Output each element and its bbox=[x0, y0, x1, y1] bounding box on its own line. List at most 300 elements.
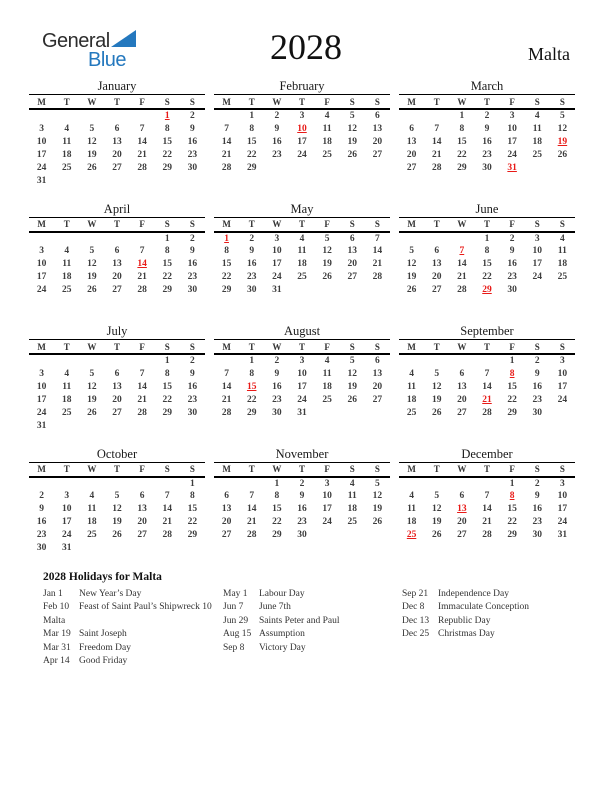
empty-day-cell bbox=[130, 109, 155, 123]
empty-day-cell bbox=[54, 175, 79, 188]
holiday-name: Christmas Day bbox=[438, 629, 495, 640]
day-cell: 19 bbox=[372, 504, 383, 515]
holiday-date: Jun 7 bbox=[223, 602, 244, 613]
week-row bbox=[29, 420, 205, 433]
day-cell: 26 bbox=[87, 407, 97, 418]
day-cell: 27 bbox=[347, 272, 358, 283]
weekday-header: M bbox=[399, 463, 424, 477]
day-cell: 22 bbox=[507, 394, 517, 405]
day-cell: 23 bbox=[246, 272, 257, 283]
weekday-header-row bbox=[214, 340, 390, 354]
week-row bbox=[214, 394, 390, 407]
day-cell: 19 bbox=[87, 272, 97, 283]
day-cell: 16 bbox=[187, 136, 198, 147]
day-cell: 7 bbox=[484, 491, 490, 502]
day-cell: 8 bbox=[249, 368, 255, 379]
weekday-header: W bbox=[449, 95, 474, 109]
month-may bbox=[214, 203, 390, 326]
day-cell: 18 bbox=[61, 394, 72, 405]
day-cell: 2 bbox=[39, 491, 44, 502]
day-cell: 13 bbox=[457, 504, 467, 515]
day-cell: 23 bbox=[187, 394, 198, 405]
day-cell: 11 bbox=[407, 504, 417, 515]
month-days bbox=[399, 232, 575, 298]
day-cell: 21 bbox=[246, 517, 257, 528]
month-march bbox=[399, 80, 575, 203]
day-cell: 28 bbox=[221, 407, 232, 418]
week-row bbox=[29, 529, 205, 542]
day-cell: 24 bbox=[272, 272, 282, 283]
day-cell: 26 bbox=[431, 407, 442, 418]
day-cell: 13 bbox=[347, 246, 358, 257]
day-cell: 25 bbox=[61, 285, 72, 296]
day-cell: 17 bbox=[36, 149, 47, 160]
day-cell: 11 bbox=[347, 491, 357, 502]
day-cell: 6 bbox=[224, 491, 229, 502]
day-cell: 19 bbox=[322, 259, 332, 270]
day-cell: 19 bbox=[557, 136, 568, 147]
day-cell: 26 bbox=[322, 272, 332, 283]
day-cell: 16 bbox=[482, 136, 492, 147]
weekday-header: S bbox=[550, 340, 575, 354]
day-cell: 20 bbox=[112, 272, 122, 283]
day-cell: 11 bbox=[322, 368, 332, 379]
week-row bbox=[29, 162, 205, 175]
week-row bbox=[29, 245, 205, 258]
holiday-entry bbox=[402, 588, 583, 601]
empty-day-cell bbox=[155, 542, 180, 555]
day-cell: 27 bbox=[112, 162, 122, 173]
day-cell: 2 bbox=[190, 111, 195, 121]
day-cell: 7 bbox=[139, 123, 145, 134]
month-days bbox=[29, 477, 205, 555]
week-row bbox=[214, 490, 390, 503]
day-cell: 1 bbox=[509, 356, 515, 366]
day-cell: 14 bbox=[221, 381, 232, 392]
empty-day-cell bbox=[550, 162, 575, 175]
day-cell: 18 bbox=[557, 259, 568, 270]
day-cell: 21 bbox=[482, 394, 492, 405]
day-cell: 20 bbox=[137, 517, 147, 528]
day-cell: 11 bbox=[62, 381, 72, 392]
weekday-header: T bbox=[104, 95, 129, 109]
day-cell: 7 bbox=[164, 491, 170, 502]
day-cell: 20 bbox=[372, 136, 383, 147]
empty-day-cell bbox=[340, 162, 365, 175]
day-cell: 20 bbox=[221, 517, 232, 528]
weekday-header: W bbox=[79, 218, 104, 232]
empty-day-cell bbox=[79, 175, 104, 188]
weekday-header: S bbox=[180, 463, 205, 477]
calendar-grid bbox=[29, 80, 575, 570]
day-cell: 11 bbox=[557, 246, 567, 257]
week-row bbox=[29, 381, 205, 394]
holiday-entry bbox=[402, 601, 583, 614]
day-cell: 23 bbox=[507, 272, 517, 283]
week-row bbox=[214, 381, 390, 394]
week-row bbox=[399, 284, 575, 297]
day-cell: 6 bbox=[375, 356, 380, 366]
weekday-header: S bbox=[365, 218, 390, 232]
day-cell: 5 bbox=[114, 491, 120, 502]
week-row bbox=[399, 490, 575, 503]
week-row bbox=[29, 407, 205, 420]
day-cell: 3 bbox=[274, 233, 280, 244]
day-cell: 18 bbox=[347, 504, 358, 515]
day-cell: 31 bbox=[557, 530, 568, 541]
day-cell: 13 bbox=[112, 136, 122, 147]
weekday-header: T bbox=[424, 463, 449, 477]
day-cell: 30 bbox=[532, 530, 543, 541]
month-title: November bbox=[214, 448, 390, 463]
empty-day-cell bbox=[474, 354, 499, 368]
week-row bbox=[29, 368, 205, 381]
empty-day-cell bbox=[104, 477, 129, 491]
day-cell: 19 bbox=[87, 394, 97, 405]
weekday-header: F bbox=[130, 463, 155, 477]
holiday-date: Mar 19 bbox=[43, 629, 71, 640]
empty-day-cell bbox=[155, 477, 180, 491]
day-cell: 12 bbox=[87, 136, 97, 147]
empty-day-cell bbox=[365, 529, 390, 542]
day-cell: 2 bbox=[274, 356, 280, 366]
day-cell: 13 bbox=[372, 368, 383, 379]
weekday-header: M bbox=[399, 95, 424, 109]
month-table bbox=[214, 95, 390, 175]
month-title: April bbox=[29, 203, 205, 218]
day-cell: 9 bbox=[274, 368, 280, 379]
weekday-header: W bbox=[79, 95, 104, 109]
day-cell: 27 bbox=[221, 530, 232, 541]
day-cell: 5 bbox=[324, 233, 330, 244]
day-cell: 23 bbox=[297, 517, 307, 528]
month-title: May bbox=[214, 203, 390, 218]
holiday-date: Dec 13 bbox=[402, 615, 430, 626]
holiday-date: Dec 8 bbox=[402, 602, 425, 613]
empty-day-cell bbox=[79, 477, 104, 491]
day-cell: 28 bbox=[137, 407, 147, 418]
day-cell: 18 bbox=[406, 517, 417, 528]
day-cell: 24 bbox=[61, 530, 72, 541]
weekday-header: T bbox=[104, 340, 129, 354]
day-cell: 16 bbox=[187, 259, 198, 270]
day-cell: 30 bbox=[297, 530, 307, 541]
day-cell: 27 bbox=[457, 407, 467, 418]
day-cell: 10 bbox=[557, 368, 568, 379]
day-cell: 4 bbox=[560, 233, 565, 244]
month-days bbox=[29, 232, 205, 298]
holiday-entry bbox=[402, 628, 583, 641]
month-table bbox=[214, 340, 390, 420]
day-cell: 11 bbox=[322, 123, 332, 134]
empty-day-cell bbox=[29, 477, 54, 491]
week-row bbox=[399, 232, 575, 246]
day-cell: 22 bbox=[162, 149, 173, 160]
empty-day-cell bbox=[449, 354, 474, 368]
month-february bbox=[214, 80, 390, 203]
day-cell: 6 bbox=[459, 368, 465, 379]
empty-day-cell bbox=[315, 284, 340, 297]
month-days bbox=[399, 477, 575, 543]
day-cell: 14 bbox=[137, 259, 147, 270]
empty-day-cell bbox=[214, 354, 239, 368]
day-cell: 14 bbox=[431, 136, 442, 147]
day-cell: 17 bbox=[532, 259, 543, 270]
weekday-header: F bbox=[315, 218, 340, 232]
weekday-header: S bbox=[155, 340, 180, 354]
holiday-date: Apr 14 bbox=[43, 656, 70, 667]
weekday-header: T bbox=[474, 463, 499, 477]
day-cell: 31 bbox=[272, 285, 282, 296]
empty-day-cell bbox=[449, 477, 474, 491]
weekday-header: S bbox=[525, 340, 550, 354]
day-cell: 29 bbox=[507, 407, 517, 418]
empty-day-cell bbox=[239, 477, 264, 491]
empty-day-cell bbox=[79, 420, 104, 433]
day-cell: 3 bbox=[534, 233, 540, 244]
day-cell: 3 bbox=[39, 123, 44, 134]
day-cell: 5 bbox=[89, 368, 95, 379]
day-cell: 23 bbox=[272, 394, 282, 405]
empty-day-cell bbox=[130, 420, 155, 433]
day-cell: 6 bbox=[349, 233, 355, 244]
weekday-header: F bbox=[500, 218, 525, 232]
month-september bbox=[399, 325, 575, 448]
day-cell: 29 bbox=[162, 285, 173, 296]
empty-day-cell bbox=[155, 175, 180, 188]
day-cell: 27 bbox=[137, 530, 147, 541]
day-cell: 21 bbox=[482, 517, 492, 528]
day-cell: 17 bbox=[322, 504, 332, 515]
weekday-header: F bbox=[500, 95, 525, 109]
month-title: December bbox=[399, 448, 575, 463]
month-days bbox=[29, 354, 205, 432]
month-table bbox=[399, 95, 575, 175]
day-cell: 9 bbox=[484, 123, 490, 134]
week-row bbox=[399, 258, 575, 271]
empty-day-cell bbox=[104, 354, 129, 368]
day-cell: 3 bbox=[39, 368, 44, 379]
day-cell: 2 bbox=[534, 356, 540, 366]
empty-day-cell bbox=[54, 420, 79, 433]
empty-day-cell bbox=[130, 542, 155, 555]
holiday-entry bbox=[402, 615, 583, 628]
day-cell: 8 bbox=[509, 491, 515, 502]
day-cell: 19 bbox=[347, 136, 358, 147]
holiday-entry bbox=[43, 601, 223, 628]
day-cell: 21 bbox=[137, 394, 147, 405]
weekday-header: S bbox=[365, 95, 390, 109]
weekday-header: M bbox=[399, 340, 424, 354]
day-cell: 25 bbox=[61, 407, 72, 418]
day-cell: 12 bbox=[347, 123, 358, 134]
month-days bbox=[399, 354, 575, 420]
day-cell: 4 bbox=[64, 123, 70, 134]
month-days bbox=[214, 354, 390, 420]
day-cell: 7 bbox=[139, 368, 145, 379]
day-cell: 19 bbox=[347, 381, 358, 392]
day-cell: 9 bbox=[190, 246, 195, 257]
day-cell: 25 bbox=[87, 530, 97, 541]
empty-day-cell bbox=[365, 284, 390, 297]
day-cell: 14 bbox=[482, 504, 492, 515]
day-cell: 12 bbox=[557, 123, 568, 134]
day-cell: 29 bbox=[187, 530, 198, 541]
day-cell: 18 bbox=[61, 272, 72, 283]
day-cell: 12 bbox=[347, 368, 358, 379]
day-cell: 17 bbox=[297, 381, 307, 392]
day-cell: 12 bbox=[431, 381, 442, 392]
month-title: June bbox=[399, 203, 575, 218]
day-cell: 30 bbox=[187, 285, 198, 296]
day-cell: 16 bbox=[36, 517, 47, 528]
day-cell: 25 bbox=[406, 530, 417, 541]
month-title: October bbox=[29, 448, 205, 463]
day-cell: 15 bbox=[457, 136, 467, 147]
day-cell: 13 bbox=[112, 259, 122, 270]
month-days bbox=[214, 232, 390, 298]
day-cell: 17 bbox=[557, 504, 568, 515]
day-cell: 9 bbox=[509, 246, 515, 257]
day-cell: 29 bbox=[482, 285, 492, 296]
day-cell: 29 bbox=[246, 407, 257, 418]
day-cell: 30 bbox=[187, 162, 198, 173]
day-cell: 19 bbox=[112, 517, 122, 528]
day-cell: 8 bbox=[224, 246, 229, 257]
weekday-header-row bbox=[399, 340, 575, 354]
day-cell: 14 bbox=[482, 381, 492, 392]
day-cell: 11 bbox=[62, 136, 72, 147]
day-cell: 5 bbox=[434, 368, 440, 379]
day-cell: 7 bbox=[375, 233, 380, 244]
weekday-header: F bbox=[130, 340, 155, 354]
day-cell: 25 bbox=[532, 149, 543, 160]
day-cell: 6 bbox=[114, 246, 120, 257]
holiday-date: Jan 1 bbox=[43, 589, 63, 599]
day-cell: 29 bbox=[162, 162, 173, 173]
day-cell: 12 bbox=[87, 259, 97, 270]
day-cell: 20 bbox=[457, 517, 467, 528]
empty-day-cell bbox=[340, 284, 365, 297]
day-cell: 12 bbox=[112, 504, 122, 515]
empty-day-cell bbox=[289, 162, 314, 175]
day-cell: 20 bbox=[406, 149, 417, 160]
empty-day-cell bbox=[79, 109, 104, 123]
day-cell: 5 bbox=[409, 246, 414, 257]
week-row bbox=[399, 136, 575, 149]
holiday-name: Independence Day bbox=[438, 589, 509, 599]
week-row bbox=[214, 271, 390, 284]
day-cell: 12 bbox=[406, 259, 417, 270]
weekday-header-row bbox=[399, 463, 575, 477]
month-january bbox=[29, 80, 205, 203]
day-cell: 7 bbox=[139, 246, 145, 257]
empty-day-cell bbox=[79, 232, 104, 246]
day-cell: 5 bbox=[349, 356, 355, 366]
day-cell: 21 bbox=[431, 149, 442, 160]
day-cell: 10 bbox=[36, 259, 47, 270]
day-cell: 21 bbox=[221, 394, 232, 405]
day-cell: 21 bbox=[372, 259, 383, 270]
day-cell: 28 bbox=[482, 530, 492, 541]
day-cell: 15 bbox=[272, 504, 282, 515]
holiday-date: May 1 bbox=[223, 589, 248, 599]
day-cell: 25 bbox=[322, 149, 332, 160]
day-cell: 25 bbox=[557, 272, 568, 283]
day-cell: 6 bbox=[375, 111, 380, 121]
day-cell: 24 bbox=[507, 149, 517, 160]
day-cell: 5 bbox=[375, 478, 380, 489]
day-cell: 25 bbox=[347, 517, 358, 528]
day-cell: 22 bbox=[457, 149, 467, 160]
weekday-header: F bbox=[500, 340, 525, 354]
day-cell: 12 bbox=[372, 491, 383, 502]
day-cell: 27 bbox=[457, 530, 467, 541]
week-row bbox=[29, 232, 205, 246]
empty-day-cell bbox=[79, 354, 104, 368]
day-cell: 4 bbox=[349, 478, 355, 489]
day-cell: 17 bbox=[36, 394, 47, 405]
day-cell: 20 bbox=[372, 381, 383, 392]
week-row bbox=[29, 503, 205, 516]
holiday-column bbox=[223, 588, 402, 668]
day-cell: 20 bbox=[457, 394, 467, 405]
week-row bbox=[399, 529, 575, 542]
day-cell: 6 bbox=[459, 491, 465, 502]
day-cell: 15 bbox=[246, 381, 257, 392]
day-cell: 10 bbox=[297, 123, 307, 134]
day-cell: 21 bbox=[137, 272, 147, 283]
week-row bbox=[399, 516, 575, 529]
day-cell: 3 bbox=[560, 478, 565, 489]
day-cell: 4 bbox=[409, 491, 414, 502]
day-cell: 11 bbox=[87, 504, 97, 515]
weekday-header-row bbox=[399, 218, 575, 232]
empty-day-cell bbox=[399, 109, 424, 123]
day-cell: 9 bbox=[534, 368, 540, 379]
empty-day-cell bbox=[365, 162, 390, 175]
day-cell: 16 bbox=[187, 381, 198, 392]
empty-day-cell bbox=[214, 109, 239, 123]
day-cell: 5 bbox=[349, 111, 355, 121]
weekday-header: F bbox=[315, 95, 340, 109]
holiday-name: Freedom Day bbox=[79, 642, 131, 653]
day-cell: 6 bbox=[139, 491, 145, 502]
day-cell: 28 bbox=[482, 407, 492, 418]
week-row bbox=[214, 368, 390, 381]
day-cell: 23 bbox=[36, 530, 47, 541]
day-cell: 7 bbox=[484, 368, 490, 379]
day-cell: 15 bbox=[507, 381, 517, 392]
empty-day-cell bbox=[315, 162, 340, 175]
week-row bbox=[214, 407, 390, 420]
week-row bbox=[29, 109, 205, 123]
day-cell: 25 bbox=[406, 407, 417, 418]
empty-day-cell bbox=[525, 162, 550, 175]
day-cell: 3 bbox=[509, 111, 515, 121]
day-cell: 15 bbox=[507, 504, 517, 515]
week-row bbox=[214, 258, 390, 271]
empty-day-cell bbox=[525, 284, 550, 297]
day-cell: 28 bbox=[431, 162, 442, 173]
weekday-header: S bbox=[340, 218, 365, 232]
holiday-date: Dec 25 bbox=[402, 629, 430, 640]
day-cell: 8 bbox=[509, 368, 515, 379]
day-cell: 3 bbox=[299, 111, 305, 121]
empty-day-cell bbox=[289, 284, 314, 297]
day-cell: 10 bbox=[61, 504, 72, 515]
day-cell: 13 bbox=[457, 381, 467, 392]
